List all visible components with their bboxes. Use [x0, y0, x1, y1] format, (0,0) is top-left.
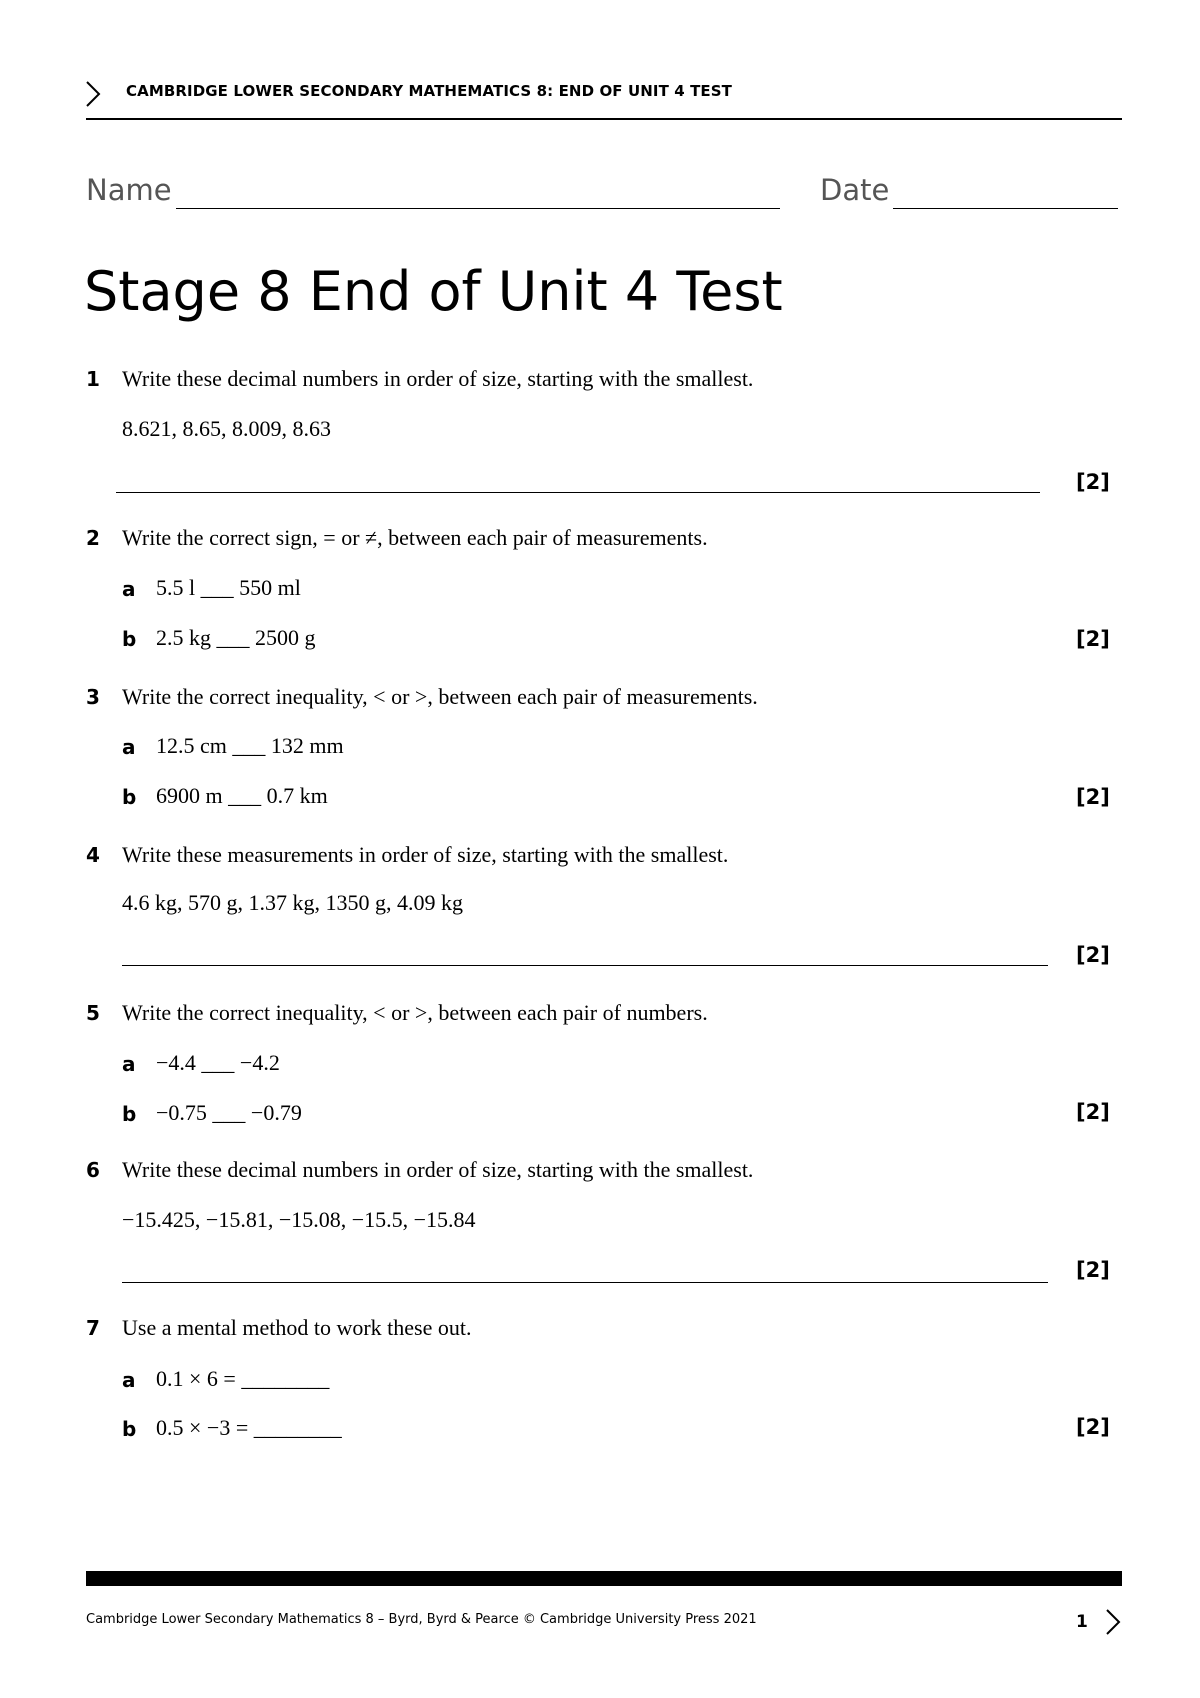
answer-line[interactable]: [116, 492, 1040, 493]
part-text: 5.5 l ___ 550 ml: [156, 575, 301, 600]
date-label: Date: [820, 173, 890, 207]
answer-line[interactable]: [122, 1282, 1048, 1283]
question-number: 7: [86, 1316, 100, 1340]
footer-credit: Cambridge Lower Secondary Mathematics 8 – Byrd, Byrd & Pearce © Cambridge University Press 2021: [86, 1612, 757, 1627]
question-data: 8.621, 8.65, 8.009, 8.63: [122, 416, 331, 441]
part-text: 0.1 × 6 = ________: [156, 1366, 330, 1391]
footer-bar: [86, 1571, 1122, 1586]
part-text: 12.5 cm ___ 132 mm: [156, 733, 344, 758]
header-title: CAMBRIDGE LOWER SECONDARY MATHEMATICS 8: END OF UNIT 4 TEST: [126, 82, 733, 100]
part-text: −4.4 ___ −4.2: [156, 1050, 280, 1075]
page-title: Stage 8 End of Unit 4 Test: [84, 260, 783, 323]
marks: [2]: [1076, 627, 1110, 651]
question-number: 3: [86, 685, 100, 709]
marks: [2]: [1076, 785, 1110, 809]
question-number: 2: [86, 526, 100, 550]
marks: [2]: [1076, 470, 1110, 494]
part-text: 6900 m ___ 0.7 km: [156, 783, 328, 808]
chevron-right-icon: [84, 80, 102, 108]
part-label: b: [122, 1102, 137, 1126]
question-text: Write these decimal numbers in order of size, starting with the smallest.: [122, 366, 754, 391]
question-data: −15.425, −15.81, −15.08, −15.5, −15.84: [122, 1207, 476, 1232]
date-field[interactable]: [893, 208, 1118, 209]
question-text: Write the correct inequality, < or >, between each pair of numbers.: [122, 1000, 708, 1025]
part-label: b: [122, 785, 137, 809]
page-number: 1: [1076, 1612, 1088, 1632]
part-text: 0.5 × −3 = ________: [156, 1415, 342, 1440]
question-text: Write these decimal numbers in order of size, starting with the smallest.: [122, 1157, 754, 1182]
part-label: a: [122, 735, 136, 759]
name-label: Name: [86, 173, 172, 207]
part-label: a: [122, 1368, 136, 1392]
name-field[interactable]: [176, 208, 780, 209]
question-number: 1: [86, 367, 100, 391]
part-label: a: [122, 1052, 136, 1076]
marks: [2]: [1076, 1100, 1110, 1124]
question-text: Use a mental method to work these out.: [122, 1315, 472, 1340]
question-text: Write the correct sign, = or ≠, between each pair of measurements.: [122, 525, 708, 550]
part-text: −0.75 ___ −0.79: [156, 1100, 302, 1125]
part-text: 2.5 kg ___ 2500 g: [156, 625, 316, 650]
part-label: b: [122, 1417, 137, 1441]
question-number: 4: [86, 843, 100, 867]
question-data: 4.6 kg, 570 g, 1.37 kg, 1350 g, 4.09 kg: [122, 890, 463, 915]
marks: [2]: [1076, 1258, 1110, 1282]
next-page-chevron-icon[interactable]: [1104, 1608, 1122, 1636]
question-text: Write these measurements in order of size, starting with the smallest.: [122, 842, 729, 867]
part-label: a: [122, 577, 136, 601]
question-text: Write the correct inequality, < or >, between each pair of measurements.: [122, 684, 758, 709]
part-label: b: [122, 627, 137, 651]
question-number: 5: [86, 1001, 100, 1025]
header-divider: [86, 118, 1122, 120]
answer-line[interactable]: [122, 965, 1048, 966]
question-number: 6: [86, 1158, 100, 1182]
marks: [2]: [1076, 1415, 1110, 1439]
marks: [2]: [1076, 943, 1110, 967]
